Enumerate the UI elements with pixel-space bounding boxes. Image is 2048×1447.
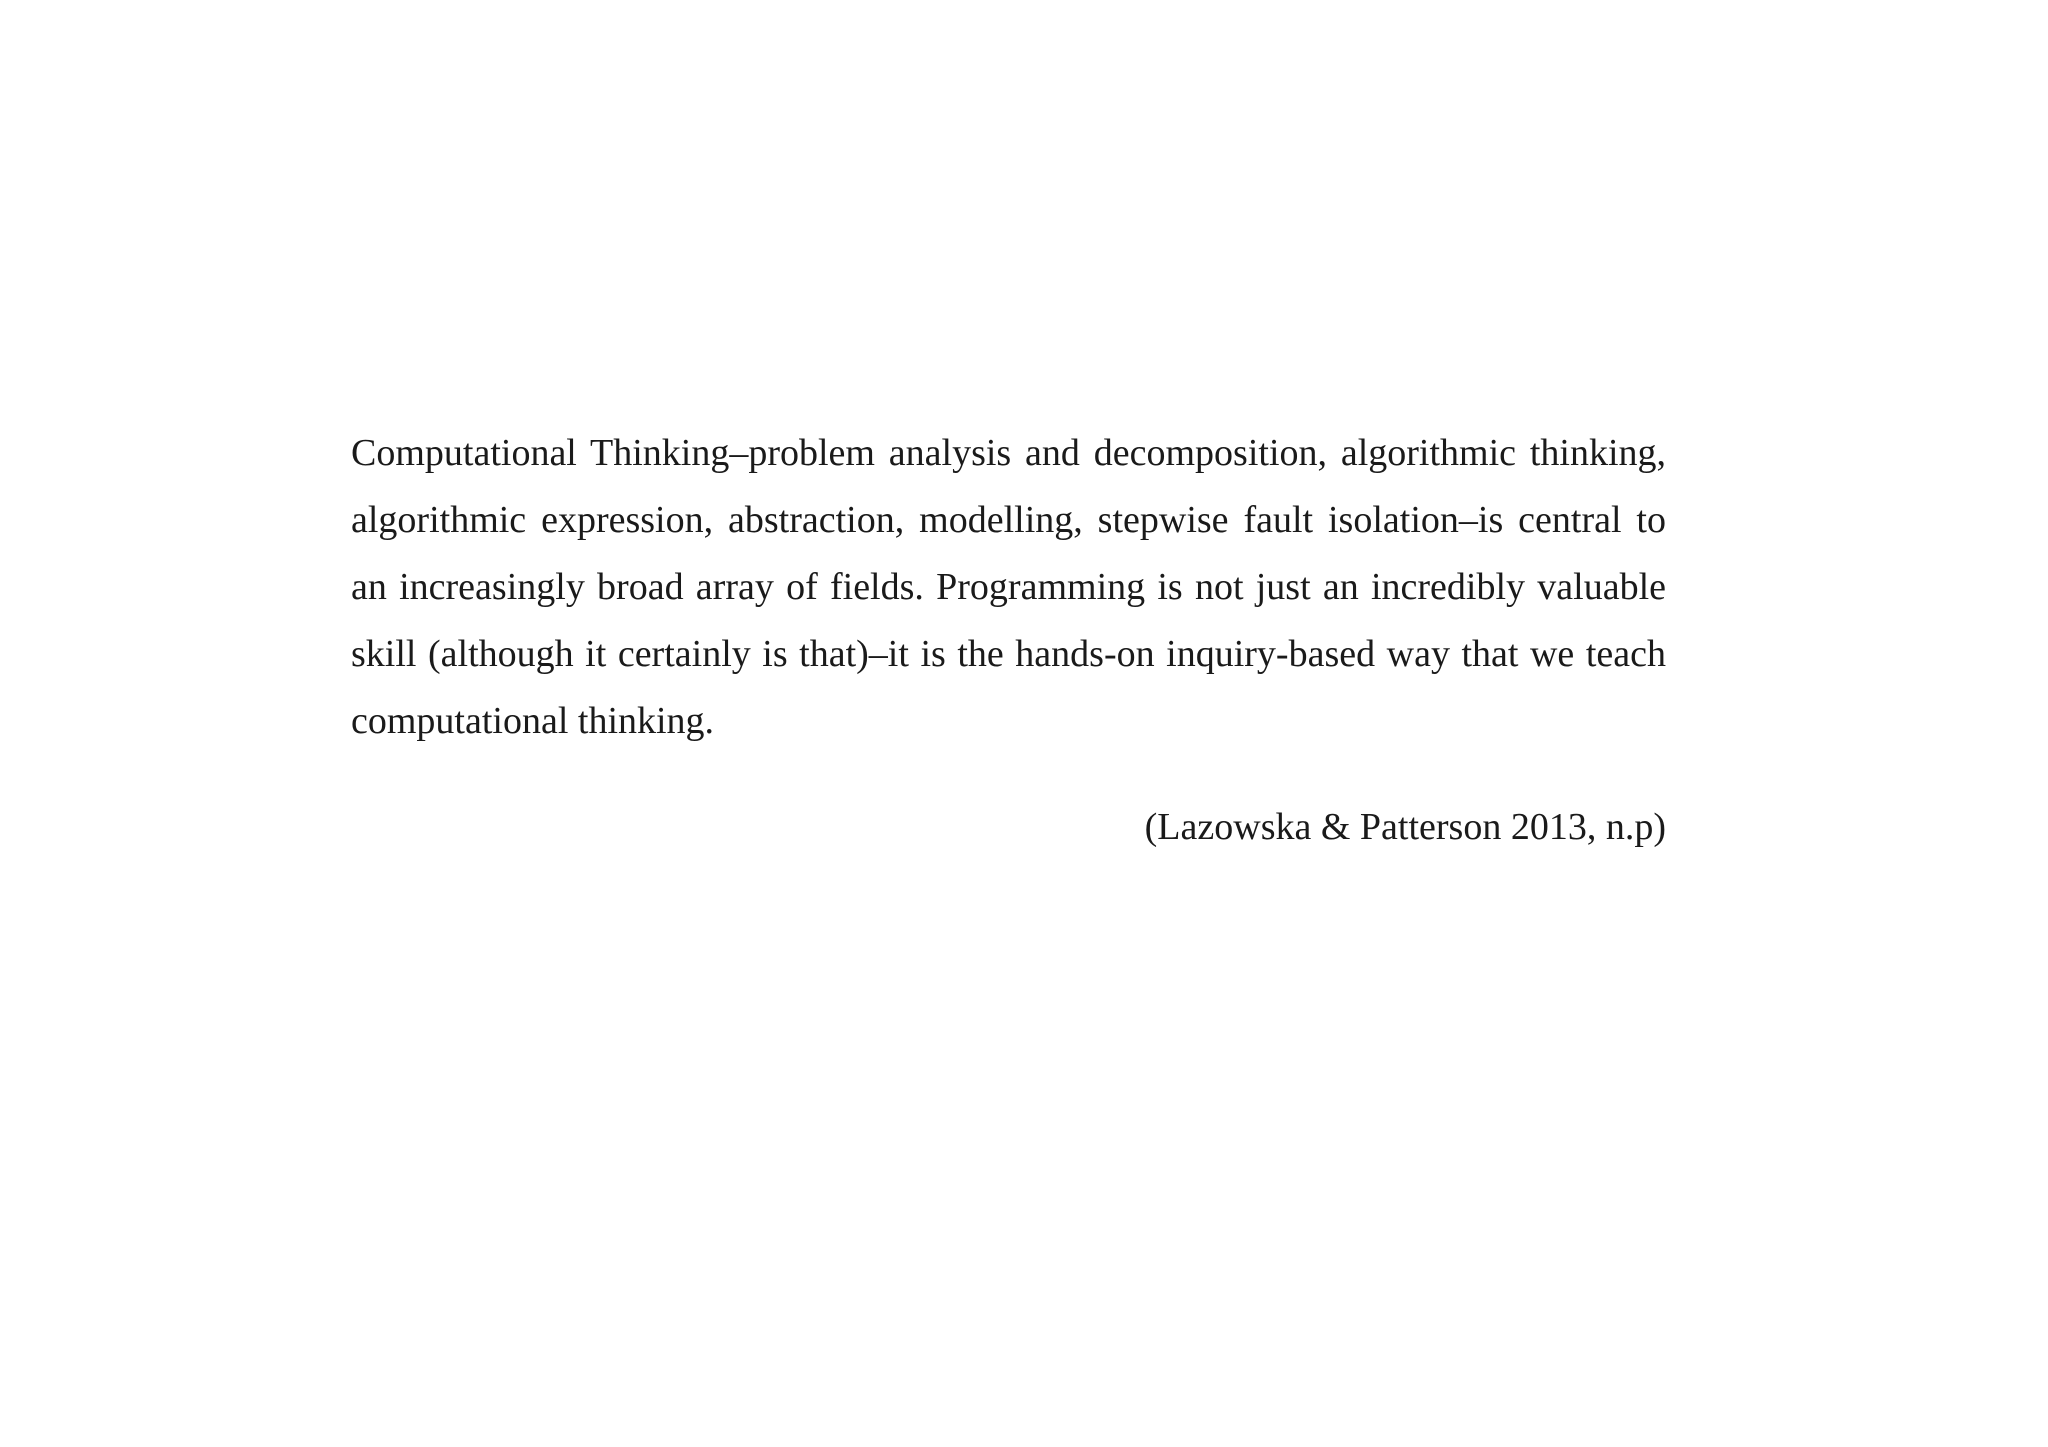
block-quote [351, 420, 1666, 861]
quote-citation: (Lazowska & Patterson 2013, n.p) [1144, 806, 1666, 848]
quote-text: Computational Thinking–problem analysis and decomposition, algorithmic thinking, algorithmic expression, abstraction, modelling, stepwise fault isolation–is central to an increasingly broad array of fields. Programming is not just an incredibly valuable skill (although it certainly is that)–it is the hands-on inquiry-based way that we teach computational thinking. [351, 432, 1666, 742]
